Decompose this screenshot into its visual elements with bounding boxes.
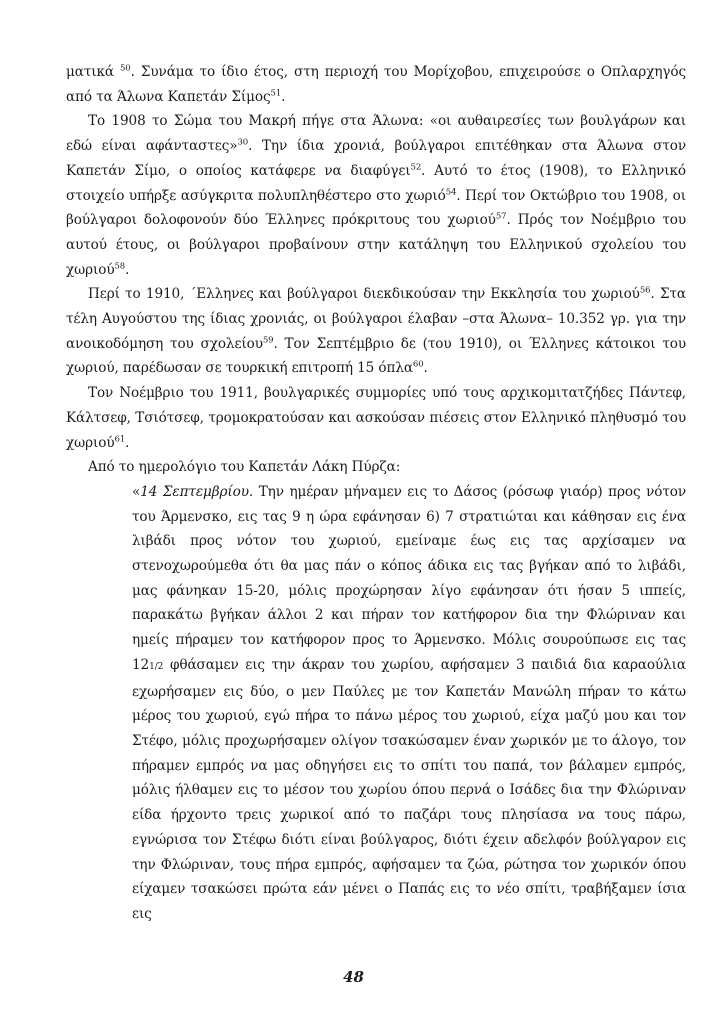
text-run: Τον Νοέμβριο του 1911, βουλγαρικές συμμορίες υπό τους αρχικομιτατζήδες Πάντεφ, Κάλτσεφ, Τσιότσεφ, τρομοκρατούσαν και ασκούσαν πιέσεις στον Ελληνικό πληθυσμό του χωριού (66, 385, 686, 451)
text-run: . Αυτό το έτος (1908), το Ελληνικό στοιχείο υπήρξε ασύγκριτα πολυπληθέστερο στο χωριό (66, 162, 686, 204)
footnote-ref: 59 (262, 335, 274, 346)
footnote-ref: 60 (412, 359, 424, 370)
text-run: Περί το 1910, ΄Ελληνες και βούλγαροι διεκδικούσαν την Εκκλησία του χωριού (88, 286, 640, 303)
text-run: ματικά (66, 64, 120, 80)
body-text (66, 60, 686, 927)
text-run: . Συνάμα το ίδιο έτος, στη περιοχή του Μορίχοβου, επιχειρούσε ο Οπλαρχηγός από τα Άλωνα Καπετάν Σίμος (66, 64, 686, 105)
fraction: 1/2 (149, 661, 164, 672)
text-run: . Τον Σεπτέμβριο δε (του 1910), οι Έλληνες κάτοικοι του χωριού, παρέδωσαν σε τουρκική επιτροπή 15 όπλα (66, 335, 686, 377)
text-run: φθάσαμεν εις την άκραν του χωρίου, αφήσαμεν 3 παιδιά δια καραούλια εχωρήσαμεν εις δύο, ο μεν Παύλες με τον Καπετάν Μανώλη πήραν το κάτω μέρος του χωριού, εγώ πήρα το πάνω μέρος του χωριού, είχα μαζύ μου και τον Στέφο, μόλις προχωρήσαμεν ολίγον τσακώσαμεν έναν χωρικόν με το άλογο, τον πήραμεν εμπρός να μας οδηγήσει εις το σπίτι του παπά, τον βάλαμεν εμπρός, μόλις ήλθαμεν εις το μέσον του χωρίου όπου περνά ο Ισάδες δια την Φλώριναν είδα ήρχοντο τρεις χωρικοί από το παζάρι τους πλησίασα να τους πάρω, εγνώρισα τον Στέφω διότι είναι βούλγαρος, διότι έχειν αδελφόν βούλγαρον εις την Φλώριναν, τους πήρα εμπρός, αφήσαμεν τα ζώα, ρώτησα τον χωρικόν όπου είχαμεν τσακώσει πρώτα εάν μένει ο Παπάς εις το νέο σπίτι, τραβήξαμεν ίσια εις (132, 656, 686, 922)
text-run: . Περί τον Οκτώβριο του 1908, οι βούλγαροι δολοφονούν δύο Έλληνες πρόκριτους του χωριού (66, 187, 686, 229)
text-paragraph (66, 381, 686, 455)
text-paragraph (66, 60, 686, 109)
text-run: . (125, 434, 130, 451)
diary-quote-paragraph (132, 480, 686, 927)
text-run: . Πρός τον Νοέμβριο του αυτού έτους, οι βούλγαροι προβαίνουν στην κατάληψη του Ελληνικού σχολείου του χωριού (66, 212, 686, 278)
footnote-ref: 61 (114, 434, 126, 445)
footnote-ref: 58 (114, 261, 126, 272)
text-run: . (423, 360, 428, 377)
footnote-ref: 51 (270, 88, 282, 99)
text-run: Από το ημερολόγιο του Καπετάν Λάκη Πύρζα: (88, 459, 401, 476)
text-run: . (281, 88, 286, 105)
text-run: « (132, 483, 141, 500)
text-run: . Στα τέλη Αυγούστου της ίδιας χρονιάς, οι βούλγαροι έλαβαν –στα Άλωνα– 10.352 γρ. για την ανοικοδόμηση του σχολείου (66, 286, 686, 352)
footnote-ref: 54 (445, 186, 457, 197)
text-run: Το 1908 το Σώμα του Μακρή πήγε στα Άλωνα: «οι αυθαιρεσίες των βουλγάρων και εδώ είναι αφάνταστες» (66, 113, 686, 155)
footnote-ref: 50 (119, 63, 131, 74)
footnote-ref: 30 (237, 137, 249, 148)
footnote-ref: 52 (410, 162, 422, 173)
footnote-ref: 57 (495, 211, 507, 222)
footnote-ref: 56 (639, 285, 651, 296)
text-run: . Την ίδια χρονιά, βούλγαροι επιτέθηκαν στα Άλωνα στον Καπετάν Σίμο, ο οποίος κατάφερε να διαφύγει (66, 138, 686, 179)
text-run: Την ημέραν μήναμεν εις το Δάσος (ρόσωφ γιαόρ) προς νότον του Άρμενσκο, εις τας 9 η ώρα εφάνησαν 6) 7 στρατιώται και κάθησαν εις ένα λιβάδι προς νότον του χωριού, εμείναμε έως εις τας αρχίσαμεν να στενοχωρούμεθα ότι θα μας πάν ο κόπος άδικα εις τας βγήκαν από το λιβάδι, μας φάνηκαν 15-20, μόλις προχώρησαν λίγο εφάνησαν ότι ήσαν 5 ιππείς, παρακάτω βγήκαν άλλοι 2 και πήραν τον κατήφορον δια την Φλώριναν και ημείς πήραμεν τον κατήφορον προς το Άρμενσκο. Μόλις σουρούπωσε εις τας 12 (132, 483, 686, 673)
text-run: . (125, 261, 130, 278)
page-number: 48 (343, 968, 364, 986)
text-paragraph (66, 282, 686, 381)
diary-date: 14 Σεπτεμβρίου. (140, 483, 254, 500)
text-paragraph (66, 109, 686, 282)
text-paragraph (66, 455, 686, 480)
